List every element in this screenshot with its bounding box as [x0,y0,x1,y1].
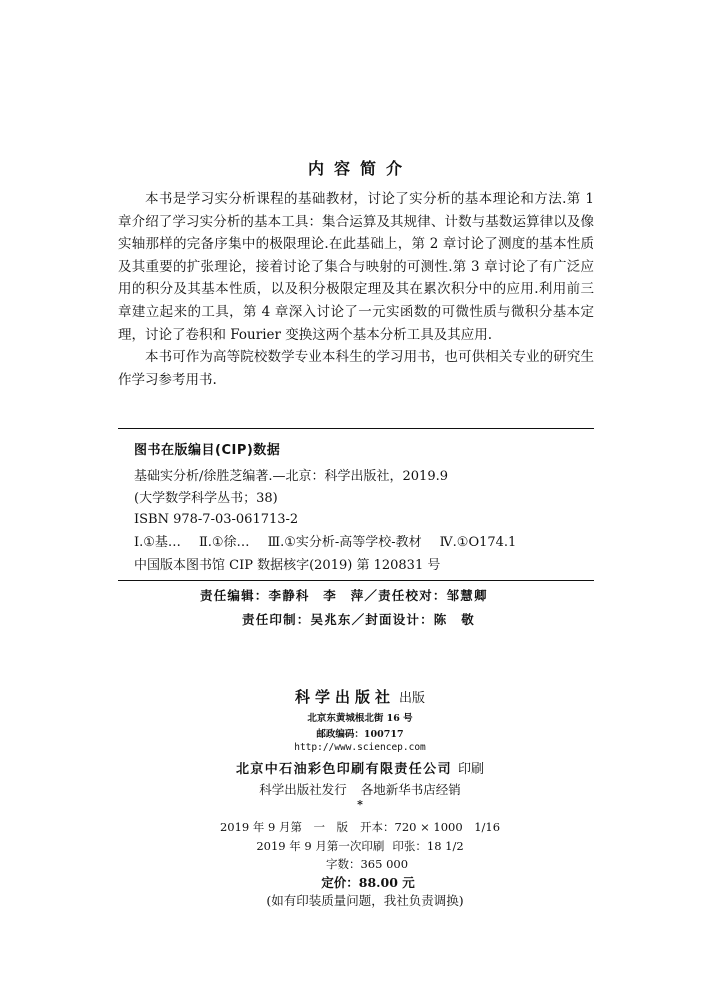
summary-paragraph-1: 本书是学习实分析课程的基础教材，讨论了实分析的基本理论和方法.第 1 章介绍了学习实分析的基本工具：集合运算及其规律、计数与基数运算律以及像实轴那样的完备序集中的极限理论.在此基础上，第 2 章讨论了测度的基本性质及其重要的扩张理论，接着讨论了集合与映射的可测性.第 3 章讨论了有广泛应用的积分及其基本性质，以及积分极限定理及其在累次积分中的应用.利用前三章建立起来的工具，第 4 章深入讨论了一元实函数的可微性质与微积分基本定理，讨论了卷积和 Fourier 变换这两个基本分析工具及其应用. [118,191,594,343]
cip-top-rule [118,428,594,429]
price: 定价：88.00 元 [321,874,415,890]
publisher-website: http://www.sciencep.com [294,742,426,753]
cip-isbn: ISBN 978-7-03-061713-2 [134,512,299,527]
cip-heading: 图书在版编目(CIP)数据 [134,443,281,458]
publisher-name: 科学出版社 [294,688,395,706]
cip-block [118,428,594,581]
publisher-line [0,686,720,707]
summary-title: 内容简介 [307,159,412,178]
printer-line [0,758,720,777]
cip-category: Ⅱ.①徐… [198,534,250,550]
cip-approval: 中国版本图书馆 CIP 数据核字(2019) 第 120831 号 [134,557,441,573]
spec-row-edition [0,818,720,837]
sellers: 各地新华书店经销 [360,782,461,797]
cip-series-line: (大学数学科学丛书；38) [134,490,278,506]
cip-categories [134,531,594,555]
editors-block [200,584,620,632]
printing-date: 2019 年 9 月第一次印刷 [256,838,385,853]
publisher-suffix: 出版 [399,691,426,706]
edition-date: 2019 年 9 月第 一 版 [219,820,349,834]
printer-suffix: 印刷 [458,762,485,777]
format: 开本：720 × 1000 1/16 [360,820,501,834]
editors-line-1: 责任编辑：李静科 李 萍／责任校对：邹慧卿 [200,588,488,603]
publisher-postal: 邮政编码：100717 [316,729,404,740]
distribution-line [0,780,720,798]
cip-bottom-rule [118,580,594,581]
cip-category: Ⅲ.①实分析-高等学校-教材 [267,534,422,550]
summary-text [118,188,594,391]
printer-name: 北京中石油彩色印刷有限责任公司 [235,762,452,777]
cip-category: Ⅳ.①O174.1 [439,534,517,550]
publisher-address: 北京东黄城根北街 16 号 [307,713,413,724]
separator-star: * [357,798,363,811]
summary-paragraph-2: 本书可作为高等院校数学专业本科生的学习用书，也可供相关专业的研究生作学习参考用书. [118,349,594,388]
quality-note: (如有印装质量问题，我社负责调换) [266,893,464,908]
spec-row-printing [0,837,720,856]
word-count: 字数：365 000 [325,857,409,871]
cip-body [134,466,594,576]
distributor: 科学出版社发行 [259,782,347,797]
spec-table [0,818,720,911]
cip-title-line: 基础实分析/徐胜芝编著.—北京：科学出版社，2019.9 [134,469,448,484]
printed-sheets: 印张：18 1/2 [392,838,464,853]
editors-line-2: 责任印制：吴兆东／封面设计：陈 敬 [242,612,475,627]
cip-category: Ⅰ.①基… [134,534,181,550]
